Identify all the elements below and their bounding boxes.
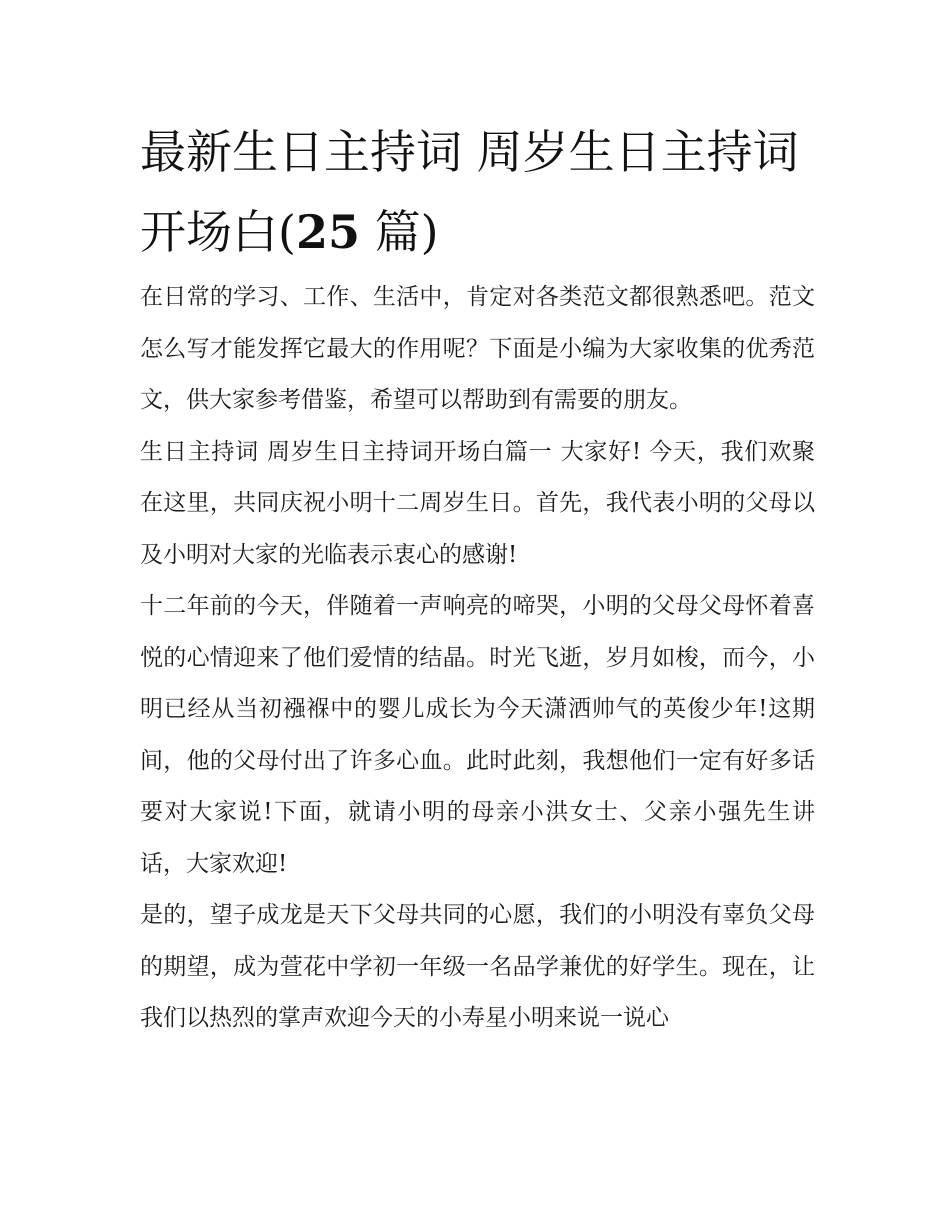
paragraph-history: 十二年前的今天，伴随着一声响亮的啼哭，小明的父母父母怀着喜悦的心情迎来了他们爱情的结晶。时光飞逝，岁月如梭，而今，小明已经从当初襁褓中的婴儿成长为今天潇洒帅气的英俊少年!这期间，他的父母付出了许多心血。此时此刻，我想他们一定有好多话要对大家说!下面，就请小明的母亲小洪女士、父亲小强先生讲话，大家欢迎! (140, 593, 815, 877)
document-body (140, 272, 815, 1045)
paragraph-birthday-star: 是的，望子成龙是天下父母共同的心愿，我们的小明没有辜负父母的期望，成为萱花中学初一年级一名品学兼优的好学生。现在，让我们以热烈的掌声欢迎今天的小寿星小明来说一说心 (140, 902, 815, 1031)
title-suffix: 篇) (359, 205, 439, 259)
title-count: 25 (295, 205, 360, 259)
paragraph-intro: 在日常的学习、工作、生活中，肯定对各类范文都很熟悉吧。范文怎么写才能发挥它最大的作用呢？下面是小编为大家收集的优秀范文，供大家参考借鉴，希望可以帮助到有需要的朋友。 (140, 284, 815, 413)
title-text: 最新生日主持词 周岁生日主持词开场白( (140, 125, 799, 259)
paragraph-opening: 生日主持词 周岁生日主持词开场白篇一 大家好! 今天，我们欢聚在这里，共同庆祝小明十二周岁生日。首先，我代表小明的父母以及小明对大家的光临表示衷心的感谢! (140, 438, 815, 568)
document-title (140, 112, 820, 272)
